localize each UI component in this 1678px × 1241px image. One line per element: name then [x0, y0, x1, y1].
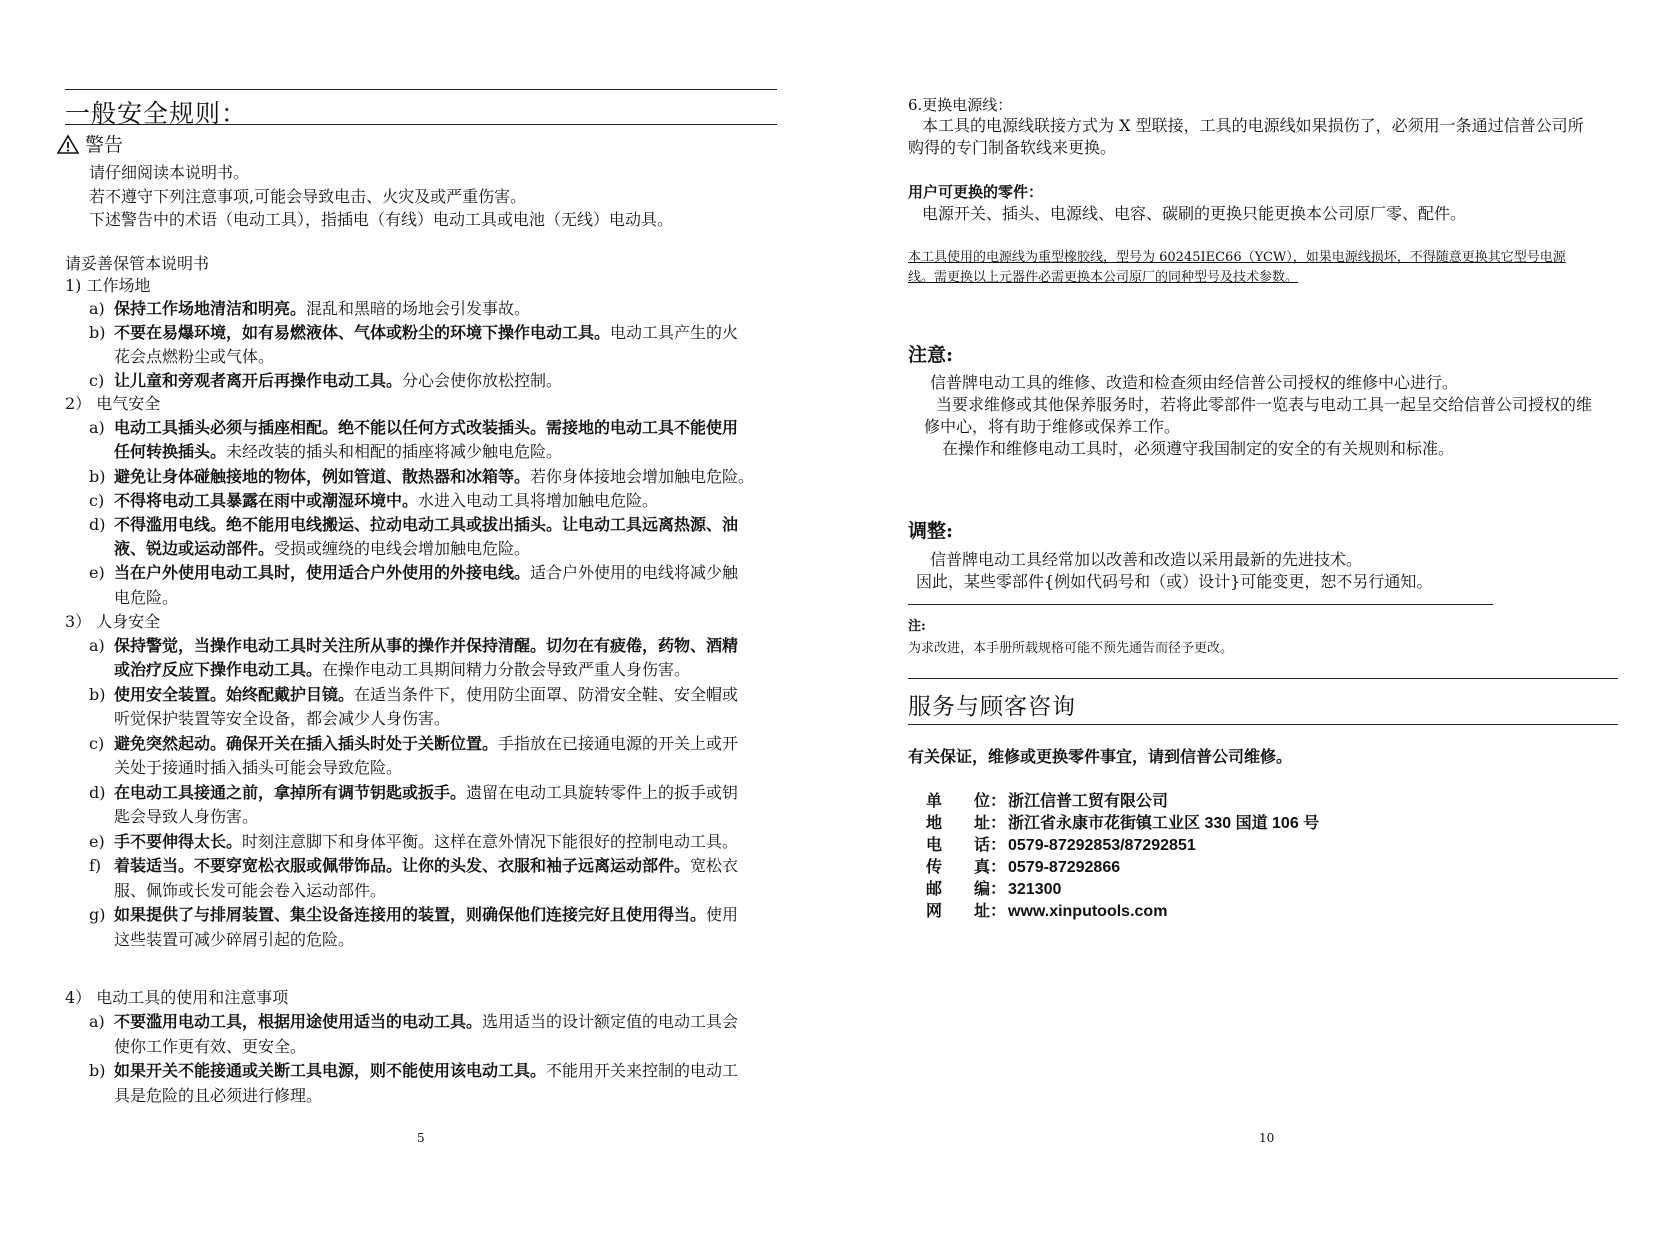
- item-2e-cont: 电危险。: [114, 588, 179, 607]
- contact-fax: [926, 856, 1120, 879]
- adjust-line-1: 信普牌电动工具经常加以改善和改造以采用最新的先进技术。: [930, 550, 1363, 569]
- contact-value: 0579-87292853/87292851: [1008, 837, 1196, 854]
- item-text: 宽松衣: [690, 856, 739, 875]
- item-text: 不能用开关来控制的电动工: [546, 1061, 739, 1080]
- attention-line-1: 信普牌电动工具的维修、改造和检查须由经信普公司授权的维修中心进行。: [930, 373, 1459, 392]
- item-text: 在适当条件下，使用防尘面罩、防滑安全鞋、安全帽或: [354, 685, 739, 704]
- service-rule-bottom: [908, 724, 1618, 725]
- item-2a-cont: [114, 441, 562, 463]
- contact-website: [926, 900, 1167, 923]
- item-bold: 当在户外使用电动工具时，使用适合户外使用的外接电线。: [114, 563, 531, 582]
- item-text: 分心会使你放松控制。: [402, 371, 563, 390]
- item-bold: 不要在易爆环境，如有易燃液体、气体或粉尘的环境下操作电动工具。: [114, 323, 611, 342]
- item-tag: e): [89, 563, 105, 582]
- contact-address: [926, 812, 1319, 835]
- item-text: 若你身体接地会增加触电危险。: [530, 467, 755, 486]
- item-text: 受损或缠绕的电线会增加触电危险。: [274, 539, 531, 558]
- item-3d: [89, 782, 738, 804]
- section-4-heading: 4） 电动工具的使用和注意事项: [65, 988, 289, 1007]
- item-bold: 使用安全装置。始终配戴护目镜。: [114, 685, 355, 704]
- item-text: 混乱和黑暗的场地会引发事故。: [306, 299, 531, 318]
- section-2-heading: 2） 电气安全: [65, 394, 161, 413]
- contact-value: 0579-87292866: [1008, 859, 1121, 876]
- keep-manual: 请妥善保管本说明书: [65, 254, 210, 273]
- service-heading: 服务与顾客咨询: [908, 694, 1076, 720]
- adjust-rule: [908, 604, 1493, 605]
- item-2b: [89, 466, 754, 488]
- warning-heading: [57, 130, 123, 157]
- adjust-line-2: 因此，某些零部件{例如代码号和（或）设计}可能变更，恕不另行通知。: [916, 572, 1433, 591]
- item-bold: 液、锐边或运动部件。: [114, 539, 275, 558]
- item-text: 适合户外使用的电线将减少触: [530, 563, 739, 582]
- item-3e: [89, 831, 738, 853]
- contact-company: [926, 790, 1168, 812]
- item-bold: 电动工具插头必须与插座相配。绝不能以任何方式改装插头。需接地的电动工具不能使用: [114, 418, 739, 437]
- item-bold: 手不要伸得太长。: [114, 832, 243, 851]
- contact-key: 传 真：: [926, 857, 1007, 876]
- contact-key: 电 话：: [926, 835, 1007, 854]
- contact-key: 邮 编：: [926, 879, 1007, 898]
- item-1a: [89, 298, 530, 320]
- contact-value[interactable]: www.xinputools.com: [1008, 903, 1168, 920]
- item-tag: b): [89, 323, 106, 342]
- contact-key: 单 位：: [926, 791, 1007, 810]
- item-tag: a): [89, 418, 105, 437]
- item-text: 选用适当的设计额定值的电动工具会: [482, 1012, 739, 1031]
- item-text: 时刻注意脚下和身体平衡。这样在意外情况下能很好的控制电动工具。: [242, 832, 739, 851]
- item-tag: b): [89, 685, 106, 704]
- contact-key: 网 址：: [926, 901, 1007, 920]
- item-tag: g): [89, 905, 106, 924]
- item-4a: [89, 1011, 738, 1033]
- item-text: 使用: [706, 905, 739, 924]
- item-2c: [89, 490, 658, 512]
- item-1c: [89, 370, 562, 392]
- page-number-left: 5: [417, 1131, 425, 1145]
- section-title: 一般安全规则：: [65, 99, 248, 128]
- item-2e: [89, 562, 738, 584]
- section-3-heading: 3） 人身安全: [65, 612, 161, 631]
- item-bold: 不要滥用电动工具，根据用途使用适当的电动工具。: [114, 1012, 483, 1031]
- item-tag: d): [89, 783, 106, 802]
- item-bold: 着装适当。不要穿宽松衣服或佩带饰品。让你的头发、衣服和袖子远离运动部件。: [114, 856, 691, 875]
- intro-line-2: 若不遵守下列注意事项,可能会导致电击、火灾及或严重伤害。: [89, 187, 527, 206]
- title-rule-bottom: [65, 124, 777, 125]
- item-1b-cont: 花会点燃粉尘或气体。: [114, 347, 275, 366]
- item-tag: d): [89, 515, 106, 534]
- item-bold: 避免让身体碰触接地的物体，例如管道、散热器和冰箱等。: [114, 467, 531, 486]
- item-text: 水进入电动工具将增加触电危险。: [418, 491, 659, 510]
- item-4b: [89, 1060, 738, 1082]
- item-text: 未经改装的插头和相配的插座将减少触电危险。: [226, 442, 563, 461]
- parts-text: 电源开关、插头、电源线、电容、碳刷的更换只能更换本公司原厂零、配件。: [922, 204, 1467, 223]
- contact-phone: [926, 834, 1196, 857]
- item-text: 在操作电动工具期间精力分散会导致严重人身伤害。: [322, 660, 691, 679]
- section-1-heading: 1) 工作场地: [65, 276, 151, 295]
- cord-note-2: 线。需更换以上元器件必需更换本公司原厂的同种型号及技术参数。: [908, 270, 1299, 285]
- item-tag: b): [89, 1061, 106, 1080]
- item-4a-cont: 使你工作更有效、更安全。: [114, 1037, 307, 1056]
- item-bold: 如果开关不能接通或关断工具电源，则不能使用该电动工具。: [114, 1061, 547, 1080]
- item-bold: 让儿童和旁观者离开后再操作电动工具。: [114, 371, 403, 390]
- item-1b: [89, 322, 738, 344]
- item-text: 电动工具产生的火: [610, 323, 739, 342]
- attention-heading: 注意:: [908, 344, 954, 366]
- item-bold: 保持工作场地清洁和明亮。: [114, 299, 307, 318]
- item-tag: a): [89, 636, 105, 655]
- parts-heading: 用户可更换的零件：: [908, 183, 1044, 201]
- item-tag: e): [89, 832, 105, 851]
- cord-note-1: 本工具使用的电源线为重型橡胶线，型号为 60245IEC66（YCW），如果电源线损坏，不得随意更换其它型号电源: [908, 250, 1566, 265]
- intro-line-1: 请仔细阅读本说明书。: [89, 163, 250, 182]
- item-tag: b): [89, 467, 106, 486]
- contact-postcode: [926, 878, 1061, 901]
- item-3d-cont: 匙会导致人身伤害。: [114, 807, 259, 826]
- attention-line-4: 在操作和维修电动工具时，必须遵守我国制定的安全的有关规则和标准。: [942, 439, 1455, 458]
- item-3c: [89, 733, 738, 755]
- item-3a: [89, 635, 738, 657]
- adjust-heading: 调整:: [908, 520, 954, 542]
- cord-line-2: 购得的专门制备软线来更换。: [908, 138, 1117, 157]
- item-text: 手指放在已接通电源的开关上或开: [498, 734, 739, 753]
- item-tag: f): [89, 856, 102, 875]
- item-3b-cont: 听觉保护装置等安全设备，都会减少人身伤害。: [114, 709, 451, 728]
- contact-key: 地 址：: [926, 813, 1007, 832]
- warning-icon: [57, 134, 79, 154]
- item-bold: 不得滥用电线。绝不能用电线搬运、拉动电动工具或拔出插头。让电动工具远离热源、油: [114, 515, 739, 534]
- item-text: 遗留在电动工具旋转零件上的扳手或钥: [466, 783, 739, 802]
- cord-line-1: 本工具的电源线联接方式为 X 型联接，工具的电源线如果损伤了，必须用一条通过信普公司所: [922, 116, 1584, 135]
- item-tag: a): [89, 299, 105, 318]
- item-3b: [89, 684, 738, 706]
- title-rule-top: [65, 89, 777, 90]
- item-3f: [89, 855, 738, 877]
- item-tag: c): [89, 491, 105, 510]
- item-2a: [89, 417, 738, 439]
- service-rule-top: [908, 678, 1618, 679]
- service-text: 有关保证，维修或更换零件事宜，请到信普公司维修。: [908, 747, 1293, 766]
- page-number-right: 10: [1259, 1131, 1275, 1145]
- item-3a-cont: [114, 659, 690, 681]
- item-bold: 保持警觉，当操作电动工具时关注所从事的操作并保持清醒。切勿在有疲倦，药物、酒精: [114, 636, 739, 655]
- item-bold: 如果提供了与排屑装置、集尘设备连接用的装置，则确保他们连接完好且使用得当。: [114, 905, 707, 924]
- item-3c-cont: 关处于接通时插入插头可能会导致危险。: [114, 758, 403, 777]
- item-tag: c): [89, 734, 105, 753]
- attention-line-2: 当要求维修或其他保养服务时，若将此零部件一览表与电动工具一起呈交给信普公司授权的维: [936, 395, 1593, 414]
- contact-value: 浙江省永康市花街镇工业区 330 国道 106 号: [1008, 815, 1320, 832]
- contact-value: 浙江信普工贸有限公司: [1008, 791, 1169, 810]
- cord-heading: 6.更换电源线：: [908, 96, 1013, 114]
- note-text: 为求改进，本手册所载规格可能不预先通告而径予更改。: [908, 641, 1234, 656]
- item-bold: 任何转换插头。: [114, 442, 227, 461]
- item-3g: [89, 904, 738, 926]
- item-2d: [89, 514, 738, 536]
- item-3f-cont: 服、佩饰或长发可能会卷入运动部件。: [114, 881, 387, 900]
- item-tag: a): [89, 1012, 105, 1031]
- item-tag: c): [89, 371, 105, 390]
- contact-value: 321300: [1008, 881, 1062, 898]
- note-label: 注:: [908, 619, 926, 634]
- item-3g-cont: 这些装置可减少碎屑引起的危险。: [114, 930, 355, 949]
- item-bold: 在电动工具接通之前，拿掉所有调节钥匙或扳手。: [114, 783, 467, 802]
- item-bold: 不得将电动工具暴露在雨中或潮湿环境中。: [114, 491, 419, 510]
- item-2d-cont: [114, 538, 530, 560]
- item-bold: 或治疗反应下操作电动工具。: [114, 660, 323, 679]
- item-bold: 避免突然起动。确保开关在插入插头时处于关断位置。: [114, 734, 499, 753]
- warning-label: 警告: [85, 134, 124, 156]
- item-4b-cont: 具是危险的且必须进行修理。: [114, 1086, 323, 1105]
- intro-line-3: 下述警告中的术语（电动工具），指插电（有线）电动工具或电池（无线）电动具。: [89, 210, 674, 229]
- attention-line-3: 修中心，将有助于维修或保养工作。: [924, 417, 1181, 436]
